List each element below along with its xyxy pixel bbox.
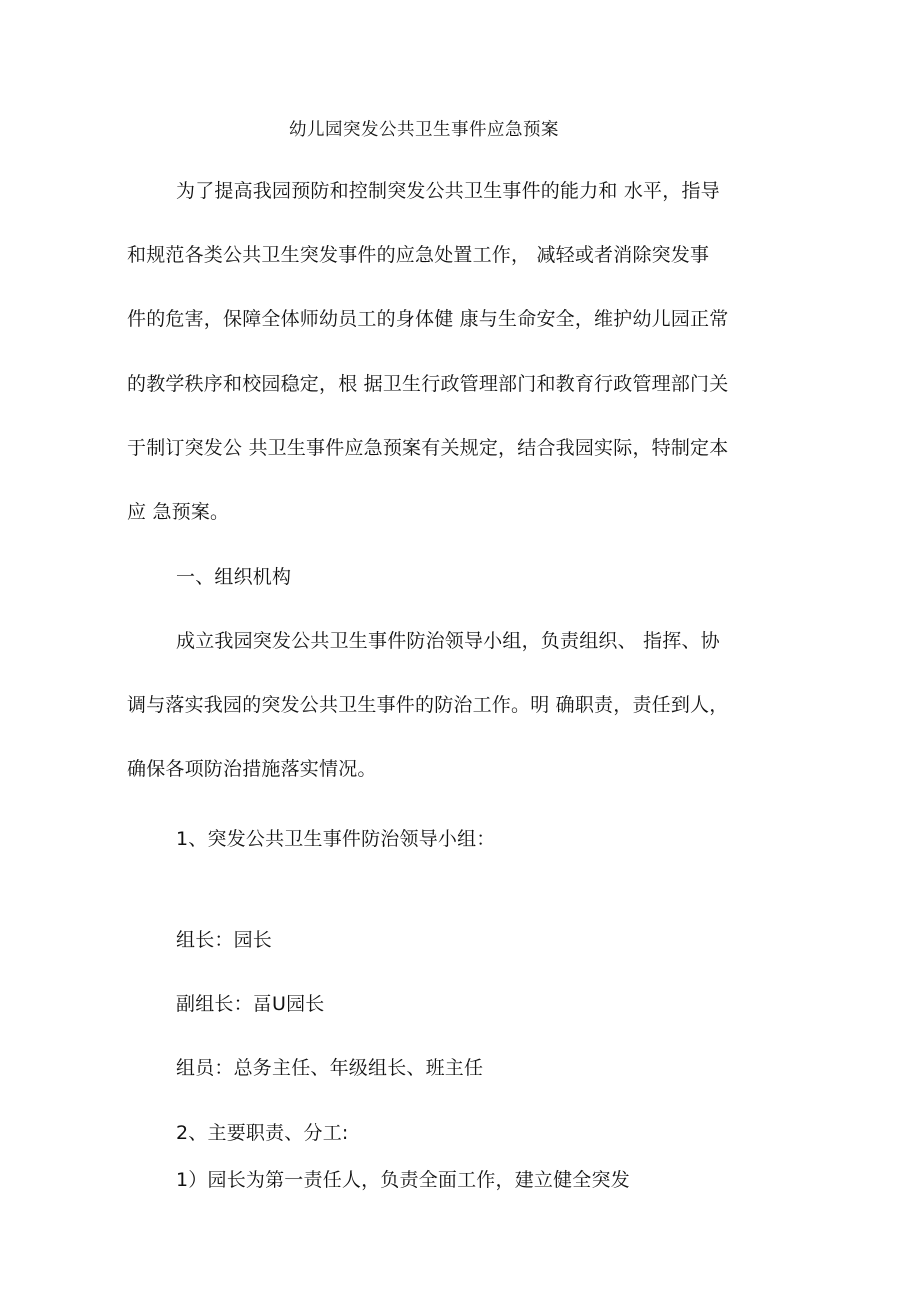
document-title: 幼儿园突发公共卫生事件应急预案 — [289, 120, 559, 140]
intro-line-4: 的教学秩序和校园稳定，根 据卫生行政管理部门和教育行政管理部门关 — [127, 373, 729, 395]
member-staff: 组员：总务主任、年级组长、班主任 — [176, 1057, 484, 1079]
section1-line-2: 调与落实我园的突发公共卫生事件的防治工作。明 确职责，责任到人， — [127, 694, 729, 716]
item2-heading: 2、主要职责、分工: — [176, 1122, 349, 1144]
intro-line-2: 和规范各类公共卫生突发事件的应急处置工作， 减轻或者消除突发事 — [127, 244, 710, 266]
section1-line-3: 确保各项防治措施落实情况。 — [127, 758, 377, 780]
member-deputy: 副组长：畐U园长 — [176, 993, 325, 1015]
item1-heading: 1、突发公共卫生事件防治领导小组： — [176, 828, 496, 850]
section1-line-1: 成立我园突发公共卫生事件防治领导小组，负责组织、 指挥、协 — [176, 630, 720, 652]
intro-line-1: 为了提高我园预防和控制突发公共卫生事件的能力和 水平，指导 — [176, 180, 720, 202]
member-leader: 组长：园长 — [176, 929, 273, 951]
intro-line-6: 应 急预案。 — [127, 501, 230, 523]
item2-sub1: 1）园长为第一责任人，负责全面工作，建立健全突发 — [176, 1169, 630, 1191]
intro-line-5: 于制订突发公 共卫生事件应急预案有关规定，结合我园实际，特制定本 — [127, 437, 729, 459]
intro-line-3: 件的危害，保障全体师幼员工的身体健 康与生命安全，维护幼儿园正常 — [127, 308, 729, 330]
section1-heading: 一、组织机构 — [176, 566, 292, 588]
